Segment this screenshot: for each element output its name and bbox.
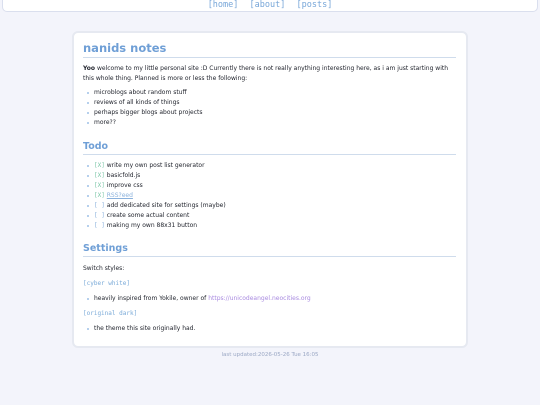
intro-text: welcome to my little personal site :D Currently there is not really anything interesting here, as i am just starting with this whole thing. Planned is more or less the following:	[83, 65, 449, 82]
intro-greeting: Yoo	[83, 65, 96, 72]
list-item: perhaps bigger blogs about projects	[87, 108, 456, 118]
intro-paragraph	[83, 64, 456, 84]
todo-done-mark: [X]	[94, 182, 105, 189]
nav-about-link[interactable]: [about]	[249, 0, 286, 10]
list-item: more??	[87, 118, 456, 128]
nav-home-link[interactable]: [home]	[207, 0, 239, 10]
todo-item	[87, 161, 456, 171]
todo-open-mark: [ ]	[94, 222, 105, 229]
todo-text: write my own post list generator	[106, 162, 205, 169]
todo-open-mark: [ ]	[94, 202, 105, 209]
todo-text: making my own 88x31 button	[106, 222, 198, 229]
todo-item	[87, 191, 456, 201]
todo-item	[87, 181, 456, 191]
todo-item	[87, 201, 456, 211]
style-desc-list	[87, 324, 456, 334]
content-card	[72, 31, 468, 348]
todo-open-mark: [ ]	[94, 212, 105, 219]
settings-heading: Settings	[83, 243, 456, 257]
todo-text: basicfold.js	[106, 172, 141, 179]
todo-text: create some actual content	[106, 212, 190, 219]
settings-label: Switch styles:	[83, 265, 125, 272]
top-navigation	[2, 0, 538, 12]
unicodeangel-link[interactable]: https://unicodeangel.neocities.org	[208, 295, 311, 302]
style-description: heavily inspired from Yokile, owner of	[94, 295, 209, 302]
todo-item	[87, 171, 456, 181]
todo-done-mark: [X]	[94, 192, 105, 199]
style-switch-original-dark[interactable]: [original dark]	[83, 310, 138, 317]
rss-feed-link[interactable]: RSS?eed	[106, 192, 133, 199]
todo-done-mark: [X]	[94, 172, 105, 179]
list-item: reviews of all kinds of things	[87, 98, 456, 108]
list-item	[87, 294, 456, 304]
todo-heading: Todo	[83, 141, 456, 155]
todo-item	[87, 221, 456, 231]
todo-done-mark: [X]	[94, 162, 105, 169]
last-updated: last updated:2026-05-26 Tue 16:05	[221, 352, 319, 358]
nav-posts-link[interactable]: [posts]	[296, 0, 333, 10]
style-switch-cyber-white[interactable]: [cyber white]	[83, 280, 130, 287]
style-desc-list	[87, 294, 456, 304]
planned-list	[87, 88, 456, 128]
page-title: nanids notes	[83, 41, 456, 58]
list-item: microblogs about random stuff	[87, 88, 456, 98]
todo-item	[87, 211, 456, 221]
todo-text: improve css	[106, 182, 143, 189]
todo-list	[87, 161, 456, 231]
todo-text: add dedicated site for settings (maybe)	[106, 202, 226, 209]
list-item: the theme this site originally had.	[87, 324, 456, 334]
